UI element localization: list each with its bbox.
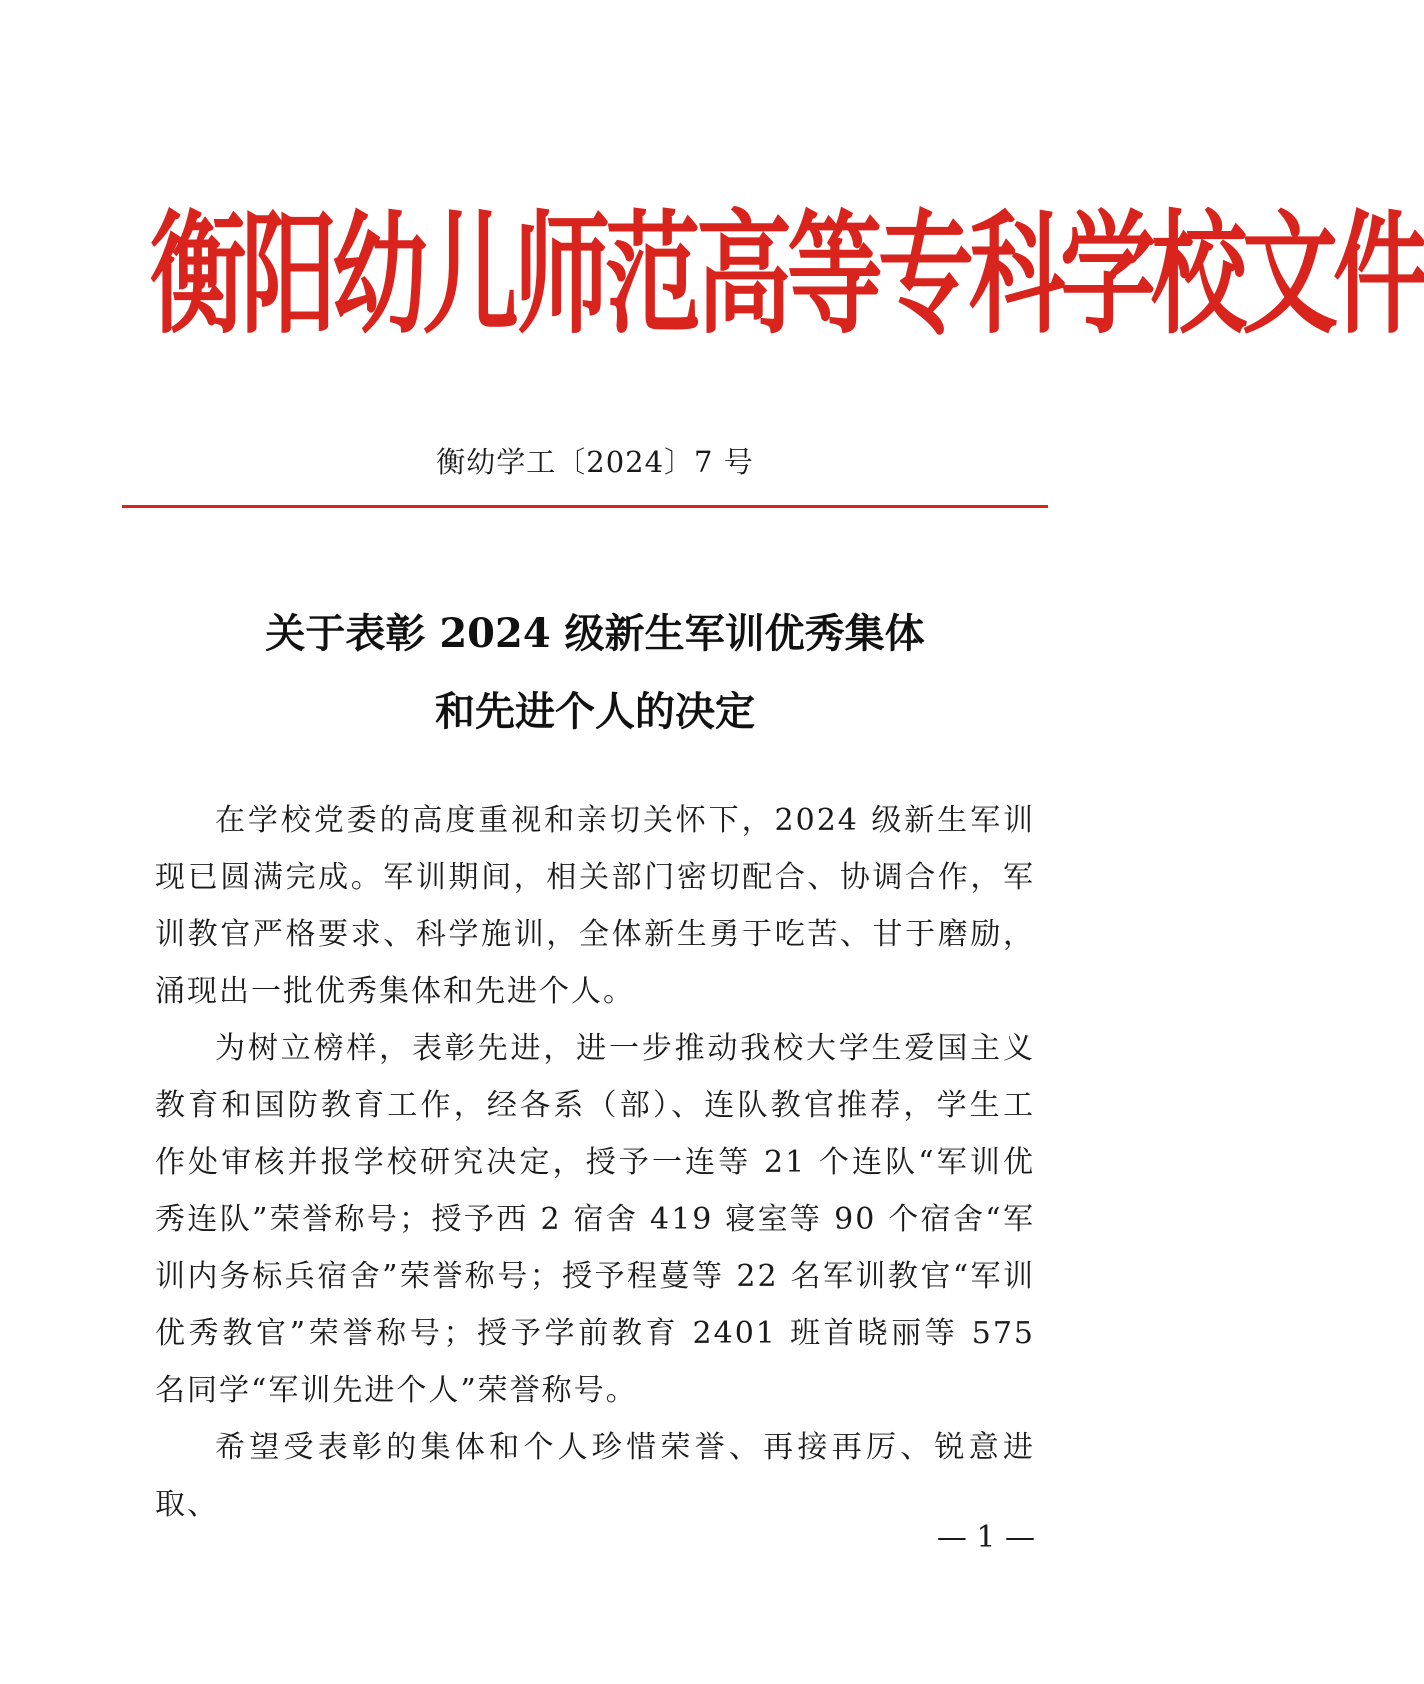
body-paragraph-3: 希望受表彰的集体和个人珍惜荣誉、再接再厉、锐意进取、 xyxy=(155,1430,1035,1522)
document-number: 衡幼学工〔2024〕7 号 xyxy=(436,445,754,479)
document-title-line-1: 关于表彰 2024 级新生军训优秀集体 xyxy=(265,610,925,657)
document-title-line-2: 和先进个人的决定 xyxy=(435,688,755,735)
masthead-title: 衡阳幼儿师范高等专科学校文件 xyxy=(150,196,1424,353)
page-number: — 1 — xyxy=(936,1520,1035,1555)
body-paragraph-2: 为树立榜样，表彰先进，进一步推动我校大学生爱国主义教育和国防教育工作，经各系（部）、连队教官推荐，学生工作处审核并报学校研究决定，授予一连等 21 个连队“军训优秀连队”荣誉称号；授予西 2 宿舍 419 寝室等 90 个宿舍“军训内务标兵宿舍”荣誉称号；授予程蔓等 22 名军训教官“军训优秀教官”荣誉称号；授予学前教育 2401 班首晓丽等 575 名同学“军训先进个人”荣誉称号。 xyxy=(155,1031,1035,1408)
document-body xyxy=(155,792,1035,1533)
body-paragraph-1: 在学校党委的高度重视和亲切关怀下，2024 级新生军训现已圆满完成。军训期间，相关部门密切配合、协调合作，军训教官严格要求、科学施训，全体新生勇于吃苦、甘于磨励，涌现出一批优秀集体和先进个人。 xyxy=(155,803,1035,1009)
red-divider-line xyxy=(122,505,1048,508)
